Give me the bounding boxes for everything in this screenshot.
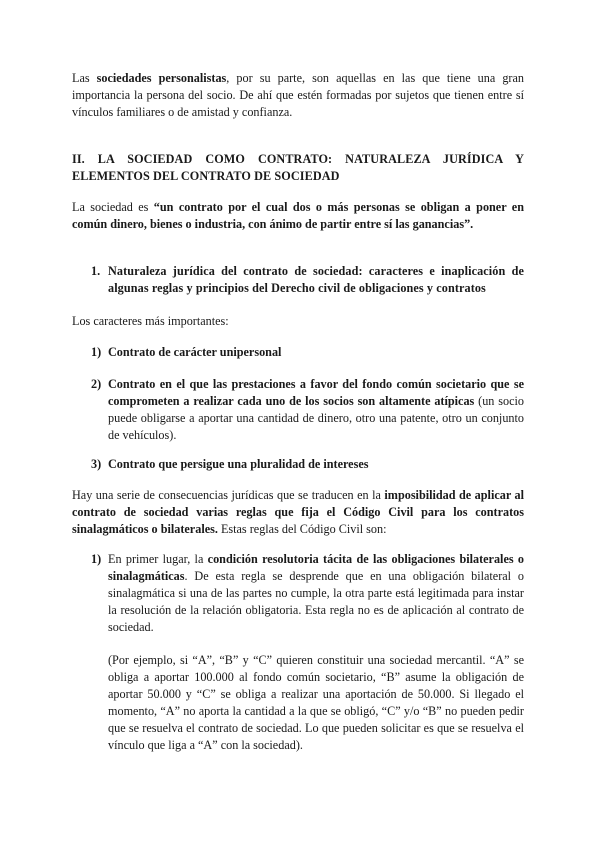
subsection-number: 1.: [91, 264, 101, 278]
list-item: [91, 456, 524, 473]
caracteres-intro: Los caracteres más importantes:: [72, 314, 229, 328]
definition-lead: La sociedad es: [72, 200, 154, 214]
example-paragraph: (Por ejemplo, si “A”, “B” y “C” quieren constituir una sociedad mercantil. “A” se obliga a aportar 100.000 al fondo común societario, “B” asume la obligación de aportar 50.000 y “C” se obliga a realizar una aportación de 50.000. Si llegado el momento, “A” no aporta la cantidad a la que se obligó, “C” y/o “B” no pueden pedir que se resuelva el contrato de sociedad. Lo que pueden solicitar es que se resuelva el vínculo que liga a “A” con la sociedad).: [108, 653, 524, 752]
consecuencias-rest: Estas reglas del Código Civil son:: [217, 522, 387, 536]
list-item-text: [108, 456, 524, 473]
list-item-number: 2): [91, 377, 102, 391]
list-item-rest: (un socio puede obligarse a aportar una cantidad de dinero, otro una patente, otro un conjunto de vehículos).: [108, 394, 524, 442]
list-item-rest: . De esta regla se desprende que en una obligación bilateral o sinalagmática si una de las partes no cumple, la otra parte está legitimada para instar la resolución de la relación obligatoria. Esta regla no es de aplicación al contrato de sociedad.: [108, 569, 524, 634]
subsection-title: Naturaleza jurídica del contrato de sociedad: caracteres e inaplicación de algunas reglas y principios del Derecho civil de obligaciones y contratos: [108, 264, 524, 295]
list-item-bold: Contrato de carácter unipersonal: [108, 345, 282, 359]
consecuencias-lead: Hay una serie de consecuencias jurídicas que se traducen en la: [72, 488, 385, 502]
list-item-lead: En primer lugar, la: [108, 552, 208, 566]
list-item: [91, 344, 524, 361]
list-item-number: 3): [91, 457, 102, 471]
list-item-number: 1): [91, 345, 102, 359]
list-item-bold: Contrato en el que las prestaciones a favor del fondo común societario que se comprometen a realizar cada uno de los socios son altamente atípicas: [108, 377, 524, 408]
subsection-heading: [91, 263, 524, 297]
list-item-text: [108, 551, 524, 636]
intro-lead: Las: [72, 71, 97, 85]
list-item-text: [108, 376, 524, 444]
section-title: II. LA SOCIEDAD COMO CONTRATO: NATURALEZA JURÍDICA Y ELEMENTOS DEL CONTRATO DE SOCIEDAD: [72, 152, 524, 183]
list-item: [91, 376, 524, 444]
consecuencias-paragraph: [72, 487, 524, 538]
intro-bold-term: sociedades personalistas: [96, 71, 227, 85]
consecuencias-bold: imposibilidad de aplicar al contrato de sociedad varias reglas que fija el Código Civil para los contratos sinalagmáticos o bilaterales.: [72, 488, 524, 536]
definition-quote: “un contrato por el cual dos o más personas se obligan a poner en común dinero, bienes o industria, con ánimo de partir entre sí las ganancias”.: [72, 200, 524, 231]
list-item-number: 1): [91, 552, 102, 566]
definition-paragraph: [72, 199, 524, 233]
list-item: [91, 551, 524, 754]
list-item-bold: condición resolutoria tácita de las obligaciones bilaterales o sinalagmáticas: [108, 552, 525, 583]
list-item-bold: Contrato que persigue una pluralidad de intereses: [108, 457, 369, 471]
intro-paragraph: [72, 70, 524, 121]
intro-rest: , por su parte, son aquellas en las que tiene una gran importancia la persona del socio. De ahí que estén formadas por sujetos que tienen entre sí vínculos familiares o de amistad y confianza.: [72, 71, 524, 119]
list-item-text: [108, 344, 524, 361]
